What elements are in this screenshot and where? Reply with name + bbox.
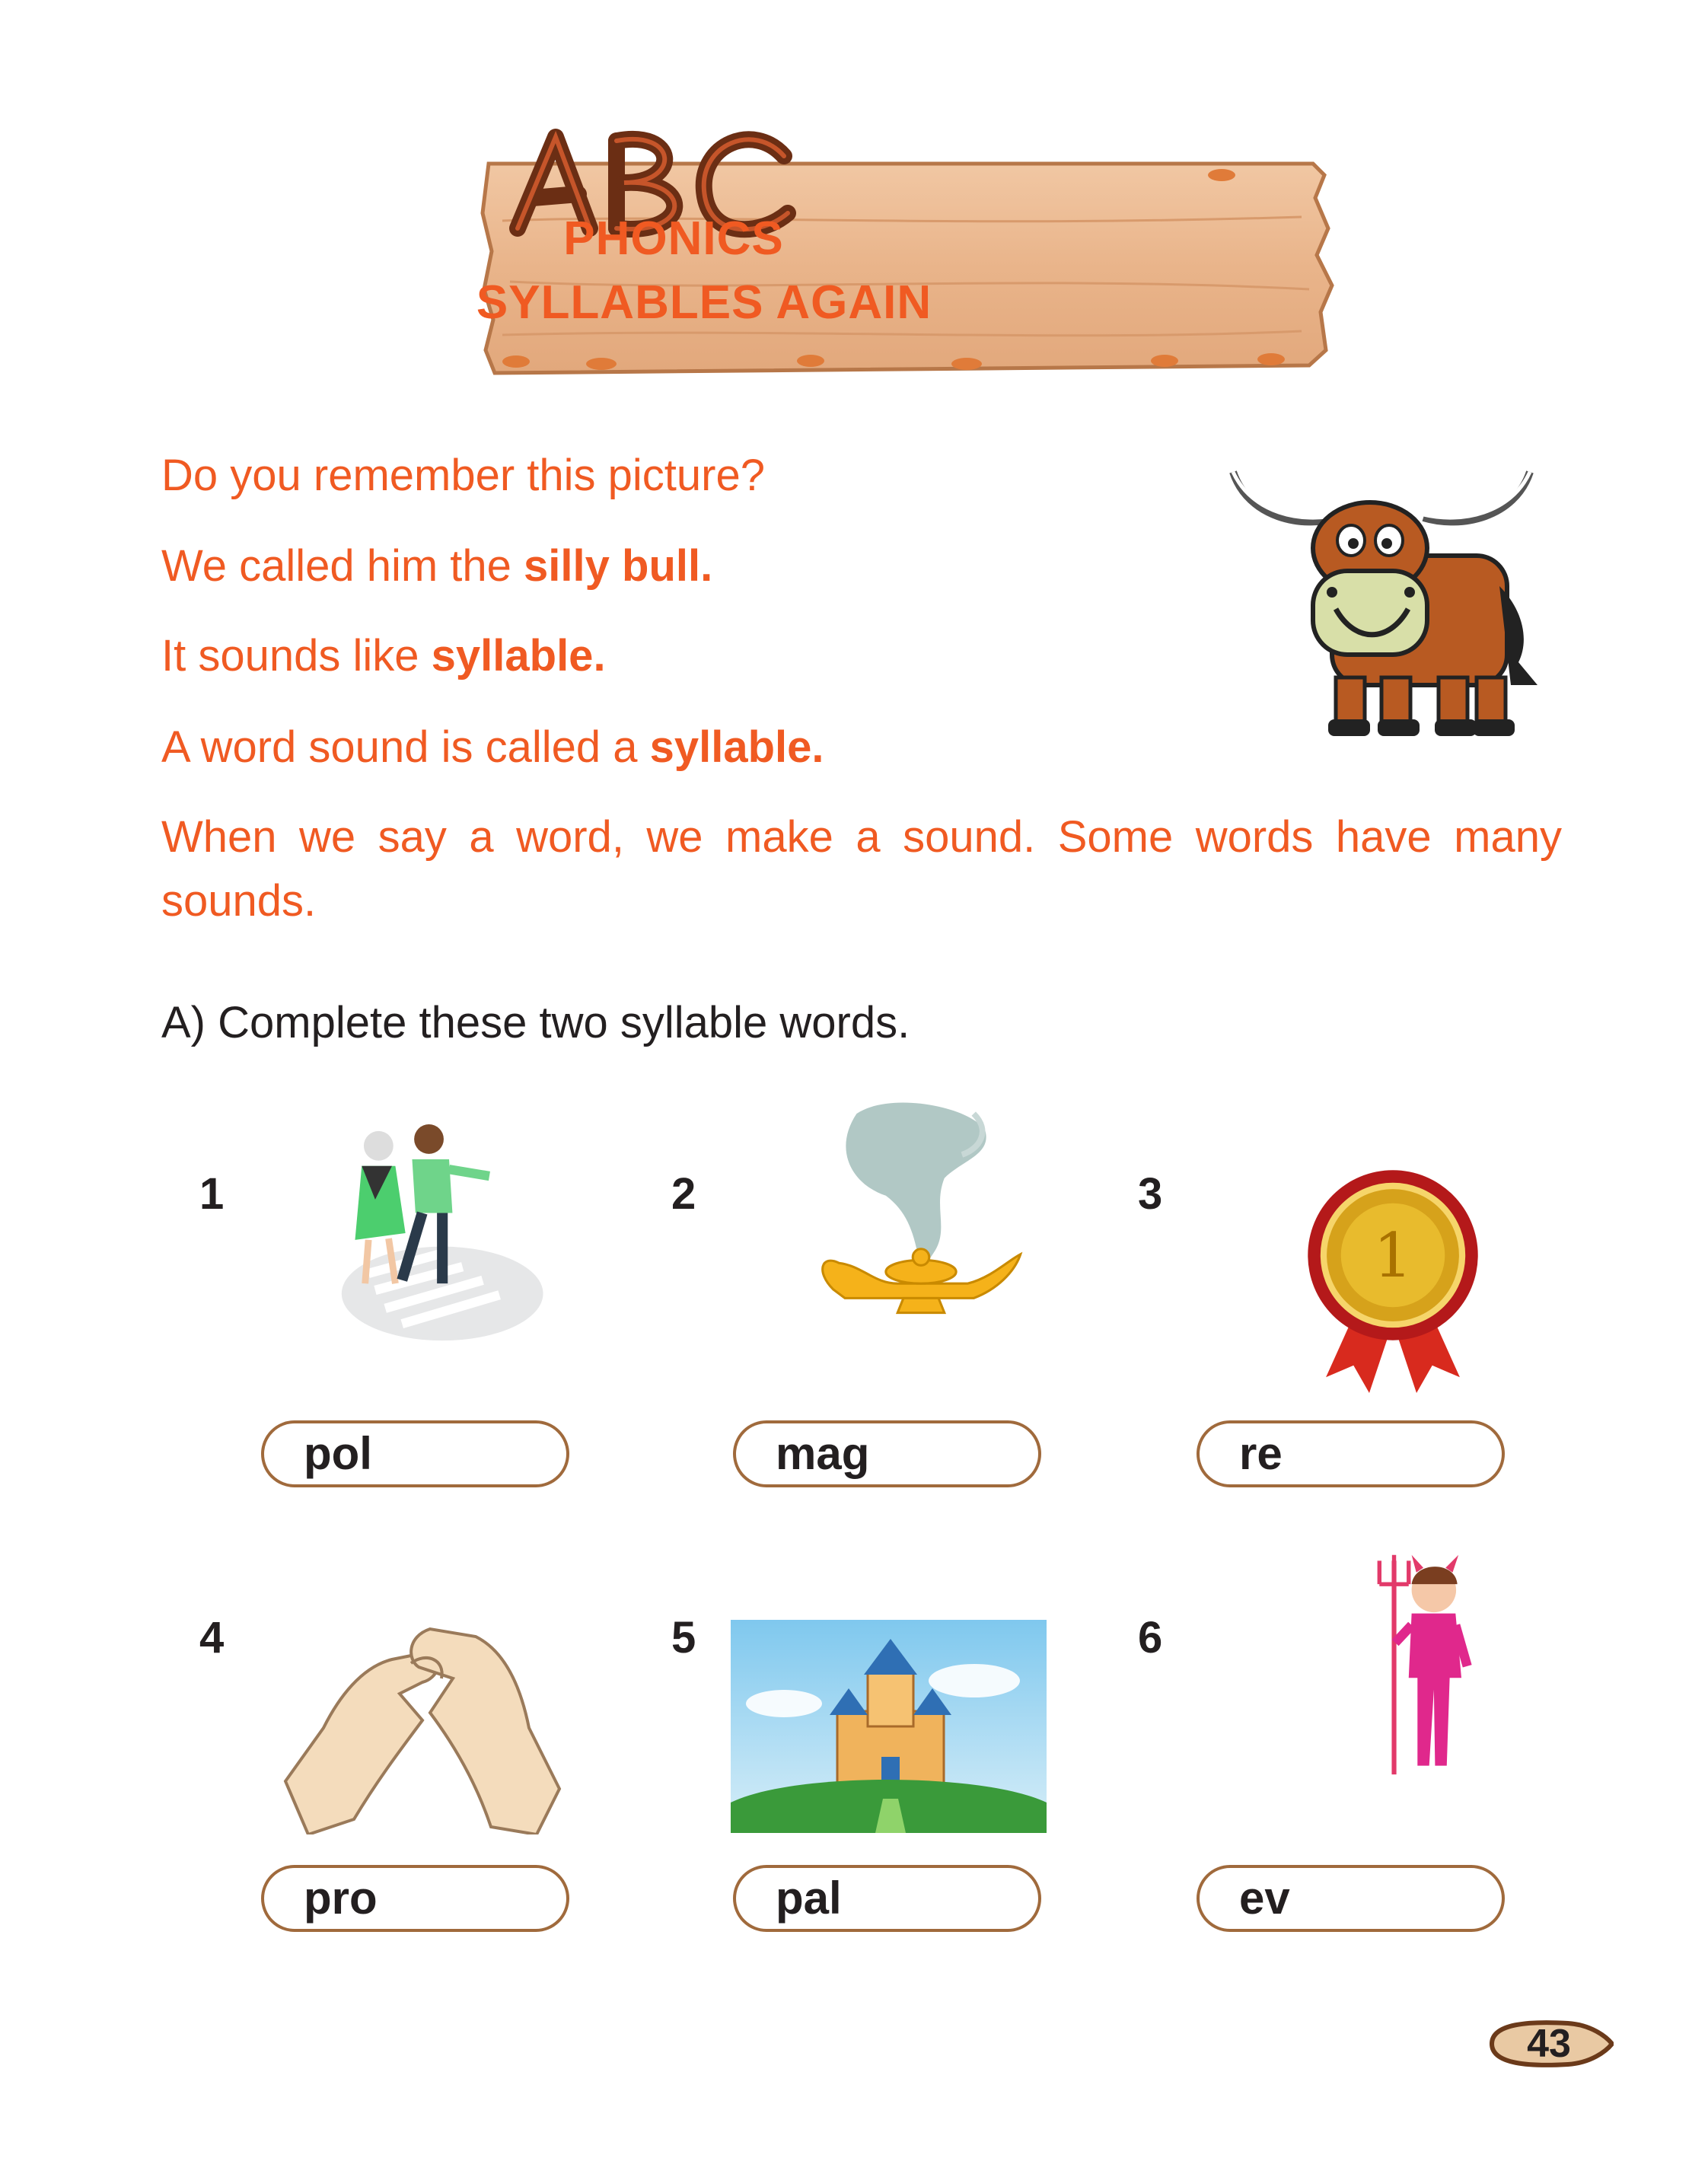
item-number-6: 6 — [1138, 1613, 1163, 1662]
page-number: 43 — [1527, 2022, 1571, 2066]
medal-ribbon-icon — [1233, 1165, 1553, 1393]
item-number-3: 3 — [1138, 1169, 1163, 1219]
answer-box-3[interactable]: re — [1197, 1420, 1505, 1487]
item-number-4: 4 — [199, 1613, 225, 1662]
people-crossing-icon — [289, 1119, 609, 1347]
intro-paragraph: When we say a word, we make a sound. Some words have many sounds. — [161, 812, 1562, 926]
palace-icon — [731, 1620, 1047, 1833]
title-syllables-again: SYLLABLES AGAIN — [476, 276, 932, 329]
intro-line-2-text: We called him the — [161, 541, 524, 591]
item-number-1: 1 — [199, 1169, 225, 1219]
pinky-promise-icon — [263, 1606, 582, 1834]
item-number-5: 5 — [671, 1613, 696, 1662]
silly-bull-bold: silly bull. — [524, 541, 713, 591]
svg-text:1: 1 — [1373, 1219, 1413, 1292]
exercise-instruction: A) Complete these two syllable words. — [161, 998, 910, 1047]
intro-line-4-text: A word sound is called a — [161, 722, 650, 772]
intro-line-3-text: It sounds like — [161, 631, 432, 681]
syllable-bold-1: syllable. — [431, 631, 606, 681]
syllable-bold-2: syllable. — [649, 722, 824, 772]
answer-box-1[interactable]: pol — [261, 1420, 569, 1487]
bull-illustration — [1218, 457, 1553, 746]
answer-box-5[interactable]: pal — [733, 1865, 1041, 1932]
devil-child-icon — [1263, 1549, 1583, 1777]
answer-box-6[interactable]: ev — [1197, 1865, 1505, 1932]
title-phonics: PHONICS — [563, 212, 784, 265]
magic-lamp-icon — [761, 1096, 1081, 1324]
answer-box-2[interactable]: mag — [733, 1420, 1041, 1487]
intro-line-1: Do you remember this picture? — [161, 451, 765, 500]
answer-box-4[interactable]: pro — [261, 1865, 569, 1932]
item-number-2: 2 — [671, 1169, 696, 1219]
